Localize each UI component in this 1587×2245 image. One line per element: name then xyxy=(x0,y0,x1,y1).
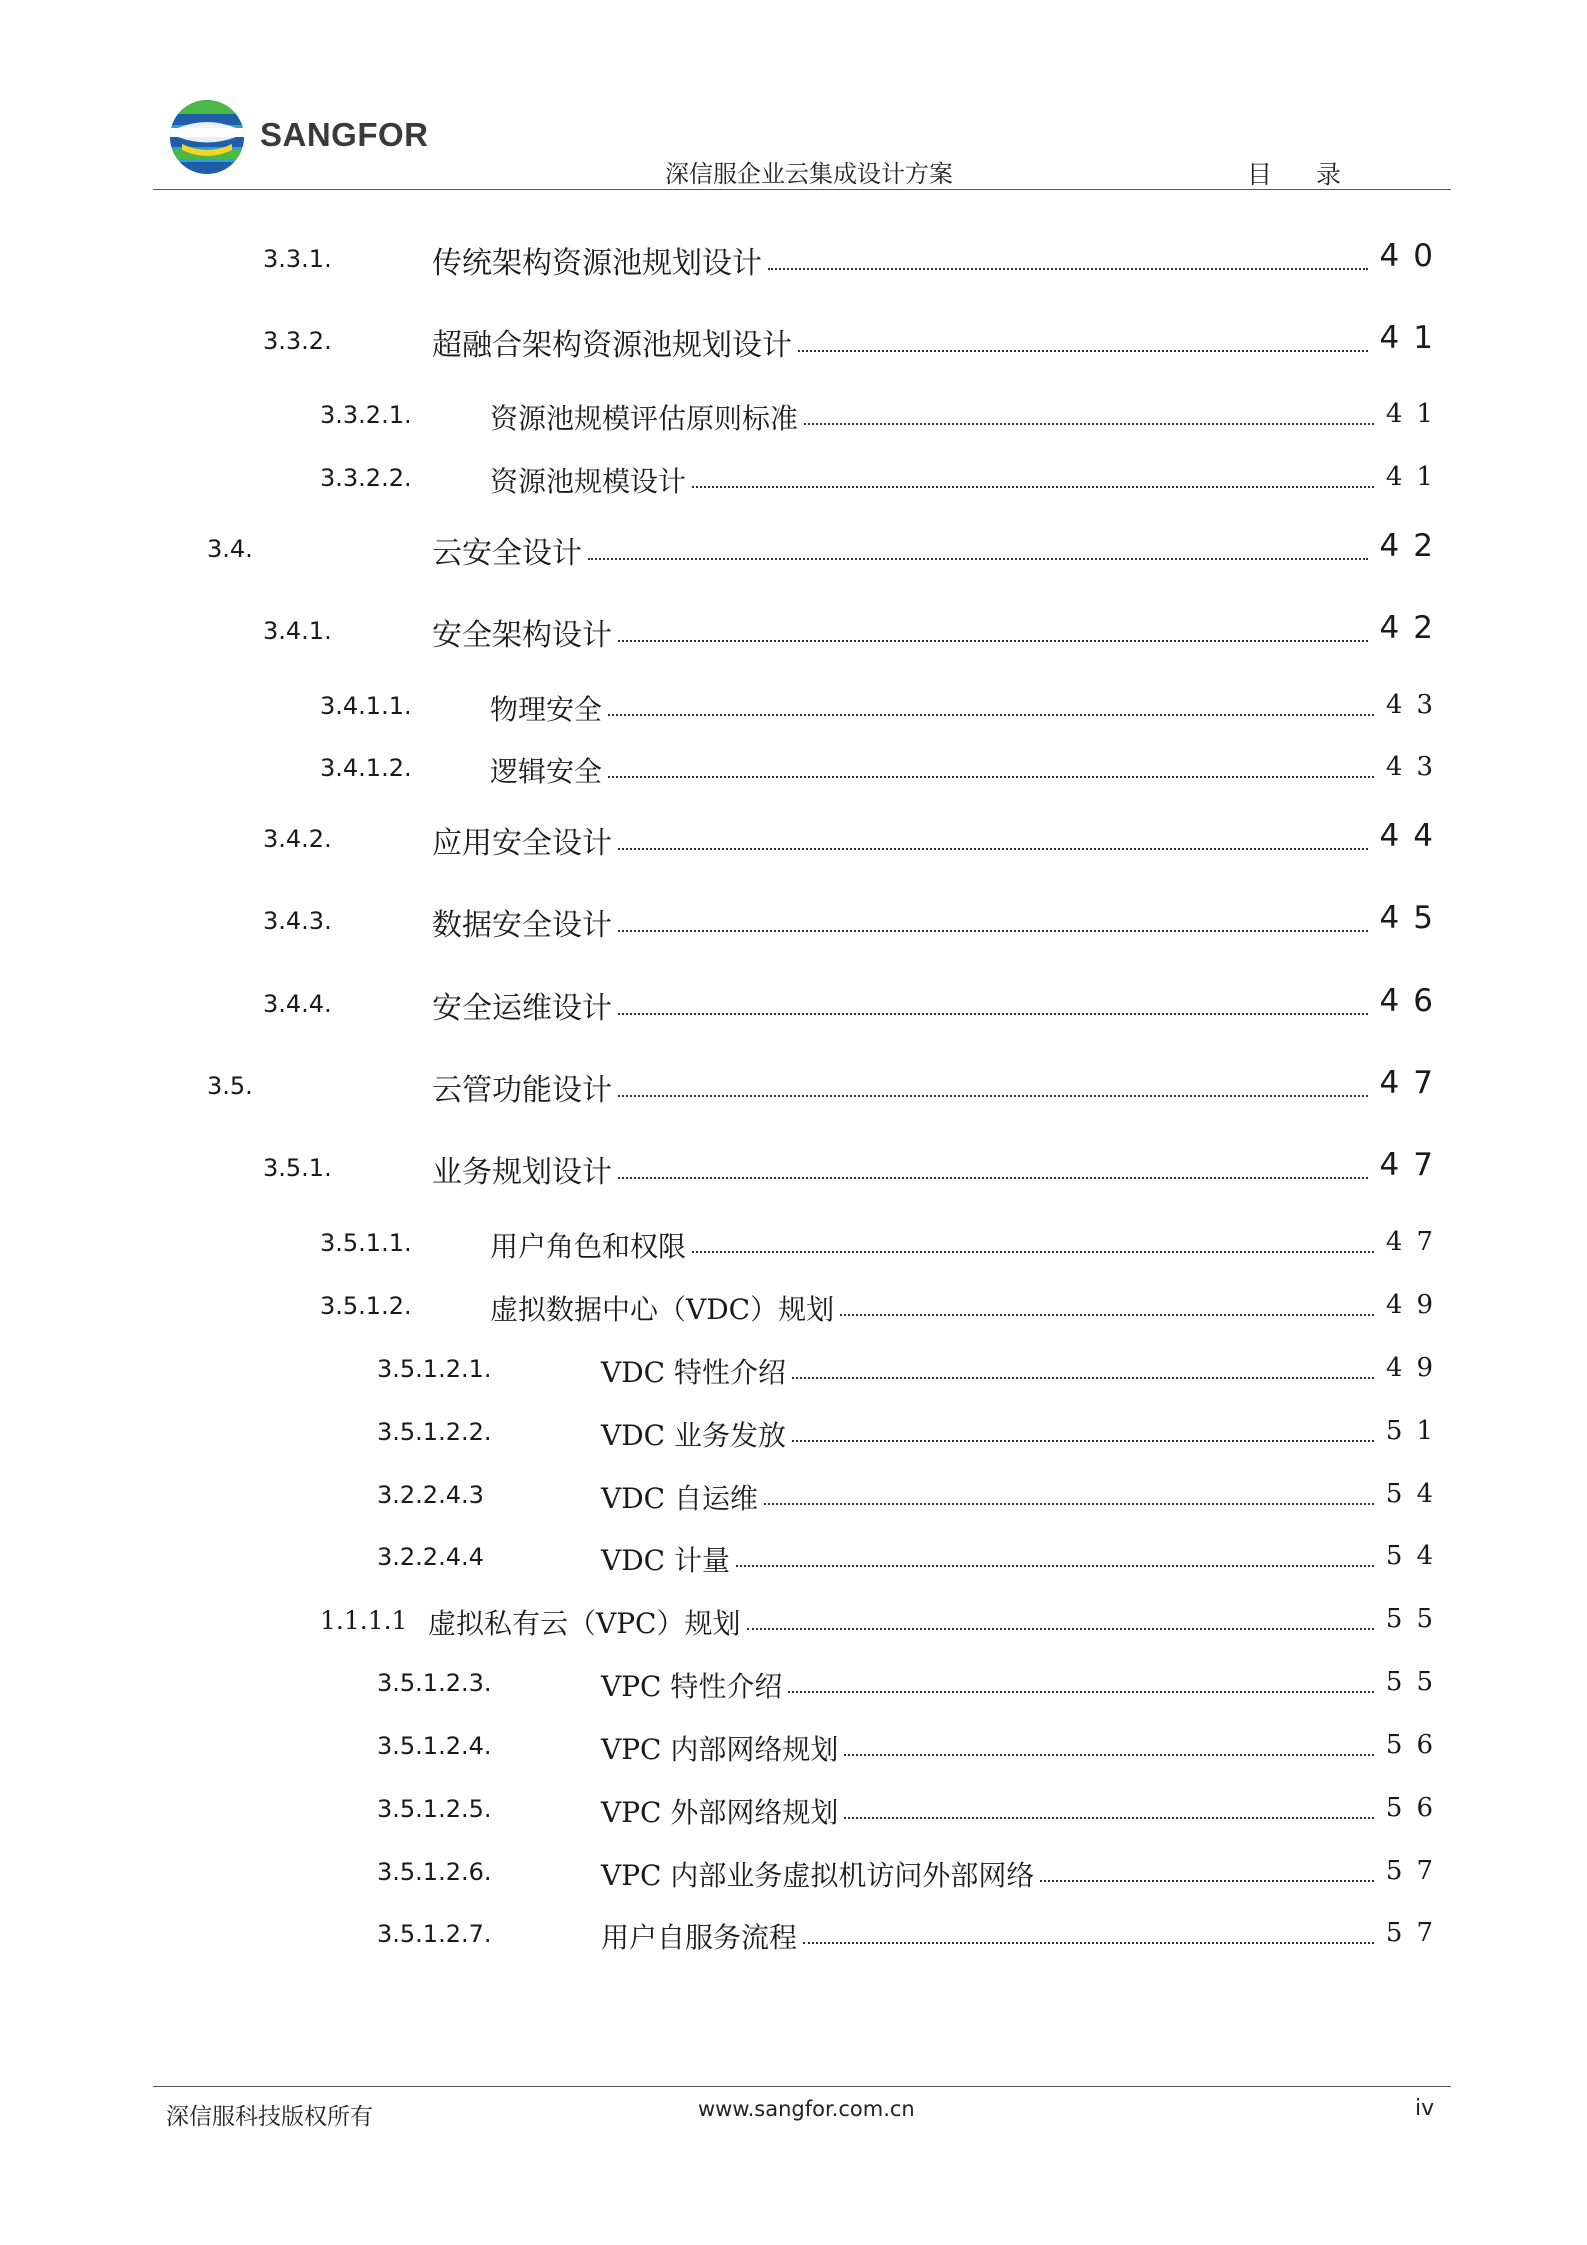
toc-entry[interactable] xyxy=(0,1223,1587,1263)
toc-entry[interactable] xyxy=(0,1537,1587,1577)
toc-entry[interactable] xyxy=(0,1914,1587,1954)
toc-dot-leader xyxy=(618,930,1368,932)
toc-entry-number: 3.5.1.1. xyxy=(320,1229,412,1257)
toc-entry[interactable] xyxy=(0,1147,1587,1190)
toc-dot-leader xyxy=(747,1628,1374,1630)
toc-entry-page: 56 xyxy=(1385,1730,1447,1760)
toc-entry-title: VDC 计量 xyxy=(601,1544,730,1577)
toc-entry-title: VPC 外部网络规划 xyxy=(601,1796,839,1829)
toc-entry-page: 55 xyxy=(1385,1604,1447,1634)
toc-dot-leader xyxy=(618,1095,1368,1097)
toc-entry-page: 47 xyxy=(1385,1227,1447,1257)
toc-entry[interactable] xyxy=(0,900,1587,943)
toc-entry-number: 3.3.2.2. xyxy=(320,464,412,492)
footer-page-number: iv xyxy=(1415,2096,1435,2121)
toc-entry-title: 资源池规模设计 xyxy=(490,465,687,498)
toc-entry-number: 3.5.1.2.1. xyxy=(377,1355,492,1383)
toc-entry[interactable] xyxy=(0,1600,1587,1640)
toc-entry-number: 3.4.1.2. xyxy=(320,754,412,782)
footer-copyright: 深信服科技版权所有 xyxy=(166,2104,373,2130)
footer-website[interactable]: www.sangfor.com.cn xyxy=(698,2097,915,2121)
toc-entry-title: 数据安全设计 xyxy=(432,908,612,943)
logo-text: SANGFOR xyxy=(260,116,429,153)
toc-entry-page: 57 xyxy=(1385,1856,1447,1886)
toc-entry[interactable] xyxy=(0,1349,1587,1389)
toc-entry-page: 54 xyxy=(1385,1541,1447,1571)
toc-entry-title: 安全架构设计 xyxy=(432,618,612,653)
toc-entry-page: 41 xyxy=(1379,320,1447,356)
toc-entry[interactable] xyxy=(0,395,1587,435)
toc-dot-leader xyxy=(736,1565,1374,1567)
toc-dot-leader xyxy=(692,486,1374,488)
toc-dot-leader xyxy=(618,848,1368,850)
toc-entry-title: 应用安全设计 xyxy=(432,826,612,861)
toc-entry-title: VDC 特性介绍 xyxy=(601,1356,786,1389)
toc-entry-page: 42 xyxy=(1379,610,1447,646)
toc-entry-page: 47 xyxy=(1379,1147,1447,1183)
toc-entry-title: 用户自服务流程 xyxy=(601,1921,798,1954)
toc-entry-page: 55 xyxy=(1385,1667,1447,1697)
toc-entry-page: 49 xyxy=(1385,1353,1447,1383)
toc-dot-leader xyxy=(618,1177,1368,1179)
toc-entry-title: 用户角色和权限 xyxy=(490,1230,687,1263)
toc-entry-number: 3.5. xyxy=(207,1072,253,1100)
toc-entry-title: 虚拟数据中心（VDC）规划 xyxy=(490,1293,835,1326)
toc-entry-title: 资源池规模评估原则标准 xyxy=(490,402,799,435)
toc-entry-number: 3.4.3. xyxy=(263,907,332,935)
toc-entry-title: 虚拟私有云（VPC）规划 xyxy=(428,1607,741,1640)
footer-rule xyxy=(153,2086,1451,2087)
toc-entry-page: 47 xyxy=(1379,1065,1447,1101)
toc-entry[interactable] xyxy=(0,983,1587,1026)
toc-dot-leader xyxy=(692,1251,1374,1253)
toc-entry-number: 3.5.1.2.6. xyxy=(377,1858,492,1886)
toc-entry-number: 3.3.1. xyxy=(263,245,332,273)
toc-dot-leader xyxy=(608,714,1374,716)
toc-entry-title: 云管功能设计 xyxy=(432,1073,612,1108)
toc-entry-title: 传统架构资源池规划设计 xyxy=(432,246,762,281)
toc-entry[interactable] xyxy=(0,320,1587,363)
toc-entry[interactable] xyxy=(0,1286,1587,1326)
toc-dot-leader xyxy=(618,640,1368,642)
toc-entry[interactable] xyxy=(0,528,1587,571)
toc-entry[interactable] xyxy=(0,686,1587,726)
toc-entry-page: 57 xyxy=(1385,1918,1447,1948)
toc-entry-title: 业务规划设计 xyxy=(432,1155,612,1190)
toc-dot-leader xyxy=(768,268,1368,270)
toc-entry[interactable] xyxy=(0,1412,1587,1452)
toc-entry[interactable] xyxy=(0,1065,1587,1108)
toc-entry[interactable] xyxy=(0,1789,1587,1829)
toc-dot-leader xyxy=(840,1314,1374,1316)
toc-entry-title: 超融合架构资源池规划设计 xyxy=(432,328,792,363)
toc-entry[interactable] xyxy=(0,1475,1587,1515)
toc-entry-number: 1.1.1.1 xyxy=(320,1606,408,1635)
toc-dot-leader xyxy=(798,350,1368,352)
toc-entry[interactable] xyxy=(0,1726,1587,1766)
toc-entry-page: 43 xyxy=(1385,690,1447,720)
toc-dot-leader xyxy=(608,776,1374,778)
toc-dot-leader xyxy=(804,423,1374,425)
toc-entry-title: VPC 内部网络规划 xyxy=(601,1733,839,1766)
section-name: 目 录 xyxy=(1247,160,1359,189)
toc-entry-title: 云安全设计 xyxy=(432,536,582,571)
toc-entry[interactable] xyxy=(0,238,1587,281)
toc-entry-number: 3.5.1. xyxy=(263,1154,332,1182)
toc-entry-number: 3.5.1.2.4. xyxy=(377,1732,492,1760)
toc-entry-number: 3.3.2. xyxy=(263,327,332,355)
toc-entry-number: 3.2.2.4.4 xyxy=(377,1543,484,1571)
toc-entry[interactable] xyxy=(0,748,1587,788)
toc-entry-number: 3.4. xyxy=(207,535,253,563)
toc-entry-page: 42 xyxy=(1379,528,1447,564)
toc-entry-number: 3.4.1.1. xyxy=(320,692,412,720)
toc-entry-title: VPC 内部业务虚拟机访问外部网络 xyxy=(601,1859,1035,1892)
toc-entry-title: VPC 特性介绍 xyxy=(601,1670,783,1703)
toc-dot-leader xyxy=(803,1942,1374,1944)
toc-entry-number: 3.2.2.4.3 xyxy=(377,1481,484,1509)
toc-dot-leader xyxy=(792,1440,1374,1442)
toc-entry-page: 56 xyxy=(1385,1793,1447,1823)
toc-dot-leader xyxy=(792,1377,1374,1379)
toc-entry-number: 3.4.1. xyxy=(263,617,332,645)
toc-entry-number: 3.5.1.2.2. xyxy=(377,1418,492,1446)
toc-entry-page: 49 xyxy=(1385,1290,1447,1320)
document-title: 深信服企业云集成设计方案 xyxy=(665,160,953,188)
toc-entry-page: 45 xyxy=(1379,900,1447,936)
toc-entry-page: 41 xyxy=(1385,399,1447,429)
toc-entry[interactable] xyxy=(0,1852,1587,1892)
toc-entry-page: 44 xyxy=(1379,818,1447,854)
toc-dot-leader xyxy=(788,1691,1374,1693)
toc-entry-page: 54 xyxy=(1385,1479,1447,1509)
toc-dot-leader xyxy=(618,1013,1368,1015)
toc-entry-number: 3.5.1.2.7. xyxy=(377,1920,492,1948)
toc-entry-number: 3.5.1.2.5. xyxy=(377,1795,492,1823)
toc-entry-number: 3.3.2.1. xyxy=(320,401,412,429)
toc-entry-page: 43 xyxy=(1385,752,1447,782)
toc-entry-title: VDC 业务发放 xyxy=(601,1419,786,1452)
toc-entry-number: 3.4.2. xyxy=(263,825,332,853)
toc-dot-leader xyxy=(588,558,1368,560)
toc-dot-leader xyxy=(764,1503,1374,1505)
toc-entry-page: 46 xyxy=(1379,983,1447,1019)
toc-dot-leader xyxy=(844,1817,1374,1819)
toc-entry-page: 40 xyxy=(1379,238,1447,274)
toc-entry-number: 3.5.1.2.3. xyxy=(377,1669,492,1697)
toc-entry-page: 41 xyxy=(1385,462,1447,492)
toc-entry[interactable] xyxy=(0,458,1587,498)
toc-dot-leader xyxy=(844,1754,1374,1756)
toc-entry-page: 51 xyxy=(1385,1416,1447,1446)
toc-entry-number: 3.5.1.2. xyxy=(320,1292,412,1320)
toc-entry[interactable] xyxy=(0,610,1587,653)
toc-entry-title: VDC 自运维 xyxy=(601,1482,758,1515)
toc-dot-leader xyxy=(1040,1880,1374,1882)
toc-entry-title: 逻辑安全 xyxy=(490,755,603,788)
toc-entry-number: 3.4.4. xyxy=(263,990,332,1018)
toc-entry-title: 物理安全 xyxy=(490,693,603,726)
toc-entry-title: 安全运维设计 xyxy=(432,991,612,1026)
toc-entry[interactable] xyxy=(0,818,1587,861)
toc-entry[interactable] xyxy=(0,1663,1587,1703)
